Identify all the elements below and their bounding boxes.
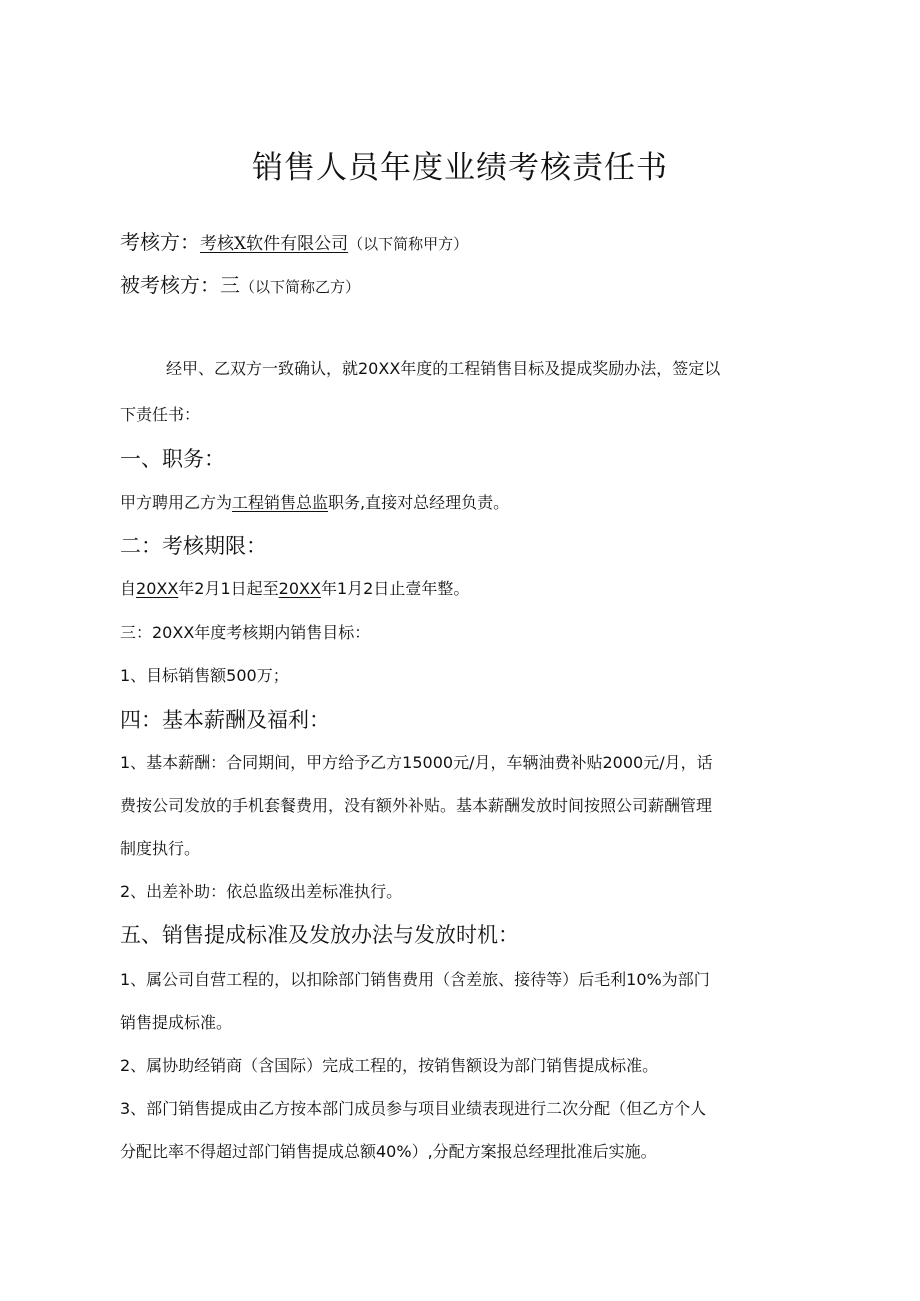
- intro-line-2: 下责任书：: [120, 405, 201, 424]
- party-a-note: （以下简称甲方）: [348, 235, 469, 253]
- s1-pre: 甲方聘用乙方为: [120, 493, 233, 512]
- s2-p1: 自: [120, 579, 137, 598]
- section-5-heading: 五、销售提成标准及发放办法与发放时机：: [120, 923, 519, 947]
- s2-p2: 年2月1日起至: [178, 579, 279, 598]
- section-3-heading: 三：20XX年度考核期内销售目标：: [120, 623, 371, 642]
- s2-p3: 年1月2日止壹年整。: [320, 579, 470, 598]
- section-5-item-3-line-2: 分配比率不得超过部门销售提成总额40%）,分配方案报总经理批准后实施。: [120, 1142, 657, 1161]
- section-4-heading: 四：基本薪酬及福利：: [120, 708, 330, 732]
- section-5-item-1-line-1: 1、属公司自营工程的，以扣除部门销售费用（含差旅、接待等）后毛利10%为部门: [120, 970, 710, 989]
- section-5-item-3-line-1: 3、部门销售提成由乙方按本部门成员参与项目业绩表现进行二次分配（但乙方个人: [120, 1099, 707, 1118]
- s2-year2: 20XX: [278, 579, 321, 598]
- section-2-text: [120, 576, 800, 599]
- intro-line-1: 经甲、乙双方一致确认，就20XX年度的工程销售目标及提成奖励办法，签定以: [166, 359, 721, 378]
- section-3-item-1: 1、目标销售额500万；: [120, 666, 289, 685]
- party-a-name: 考核X软件有限公司: [200, 234, 349, 254]
- party-b-line: [120, 269, 360, 298]
- section-4-item-1-line-2: 费按公司发放的手机套餐费用，没有额外补贴。基本薪酬发放时间按照公司薪酬管理: [120, 796, 713, 815]
- section-4-item-1-line-3: 制度执行。: [120, 839, 201, 858]
- party-b-name: 三: [220, 273, 240, 297]
- s2-year1: 20XX: [136, 579, 179, 598]
- party-b-note: （以下简称乙方）: [240, 278, 361, 296]
- s1-post: 职务,直接对总经理负责。: [328, 493, 510, 512]
- section-4-item-1-line-1: 1、基本薪酬：合同期间，甲方给予乙方15000元/月，车辆油费补贴2000元/月，话: [120, 753, 713, 772]
- section-5-item-1-line-2: 销售提成标准。: [120, 1013, 233, 1032]
- document-title: 销售人员年度业绩考核责任书: [252, 150, 668, 186]
- s1-position: 工程销售总监: [232, 493, 329, 512]
- section-5-item-2: 2、属协助经销商（含国际）完成工程的，按销售额设为部门销售提成标准。: [120, 1056, 659, 1075]
- section-4-item-2: 2、出差补助：依总监级出差标准执行。: [120, 882, 403, 901]
- section-1-heading: 一、职务：: [120, 447, 225, 471]
- party-b-label: 被考核方：: [120, 273, 220, 297]
- section-1-text: [120, 490, 800, 513]
- party-a-line: [120, 226, 468, 255]
- party-a-label: 考核方：: [120, 230, 200, 254]
- section-2-heading: 二：考核期限：: [120, 534, 267, 558]
